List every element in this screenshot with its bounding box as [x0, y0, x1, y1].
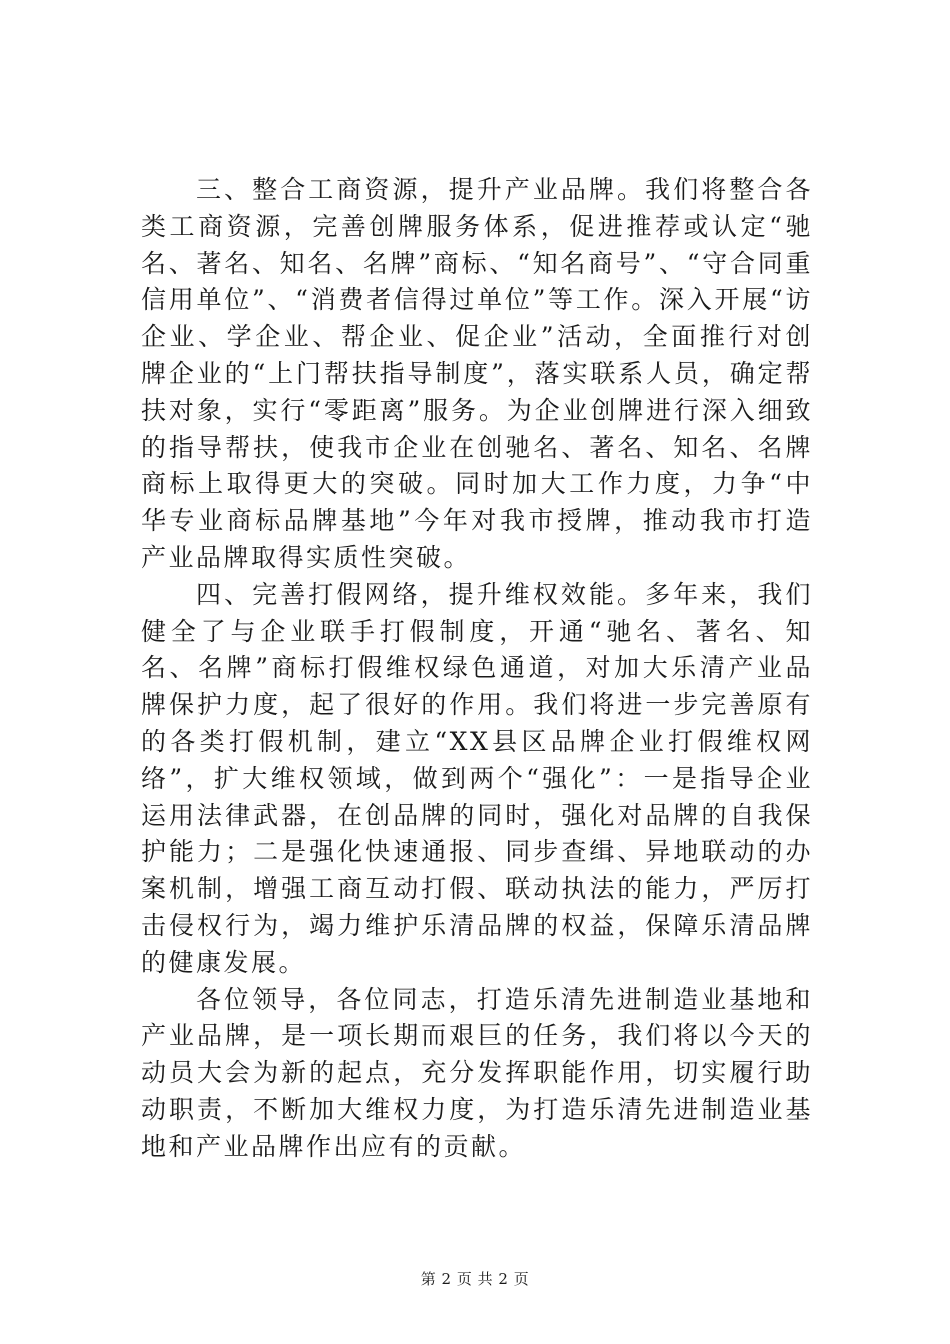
paragraph-section-three: 三、整合工商资源，提升产业品牌。我们将整合各类工商资源，完善创牌服务体系，促进推荐或认定“驰名、著名、知名、名牌”商标、“知名商号”、“守合同重信用单位”、“消费者信得过单位”等工作。深入开展“访企业、学企业、帮企业、促企业”活动，全面推行对创牌企业的“上门帮扶指导制度”，落实联系人员，确定帮扶对象，实行“零距离”服务。为企业创牌进行深入细致的指导帮扶，使我市企业在创驰名、著名、知名、名牌商标上取得更大的突破。同时加大工作力度，力争“中华专业商标品牌基地”今年对我市授牌，推动我市打造产业品牌取得实质性突破。 [141, 175, 813, 572]
document-body [141, 172, 813, 1166]
paragraph-section-four: 四、完善打假网络，提升维权效能。多年来，我们健全了与企业联手打假制度，开通“驰名、著名、知名、名牌”商标打假维权绿色通道，对加大乐清产业品牌保护力度，起了很好的作用。我们将进一步完善原有的各类打假机制，建立“XX县区品牌企业打假维权网络”，扩大维权领域，做到两个“强化”：一是指导企业运用法律武器，在创品牌的同时，强化对品牌的自我保护能力；二是强化快速通报、同步查缉、异地联动的办案机制，增强工商互动打假、联动执法的能力，严厉打击侵权行为，竭力维护乐清品牌的权益，保障乐清品牌的健康发展。 [141, 579, 813, 977]
page-number-footer: 第 2 页 共 2 页 [420, 1270, 530, 1288]
paragraph-closing: 各位领导，各位同志，打造乐清先进制造业基地和产业品牌，是一项长期而艰巨的任务，我们将以今天的动员大会为新的起点，充分发挥职能作用，切实履行助动职责，不断加大维权力度，为打造乐清先进制造业基地和产业品牌作出应有的贡献。 [141, 984, 813, 1161]
